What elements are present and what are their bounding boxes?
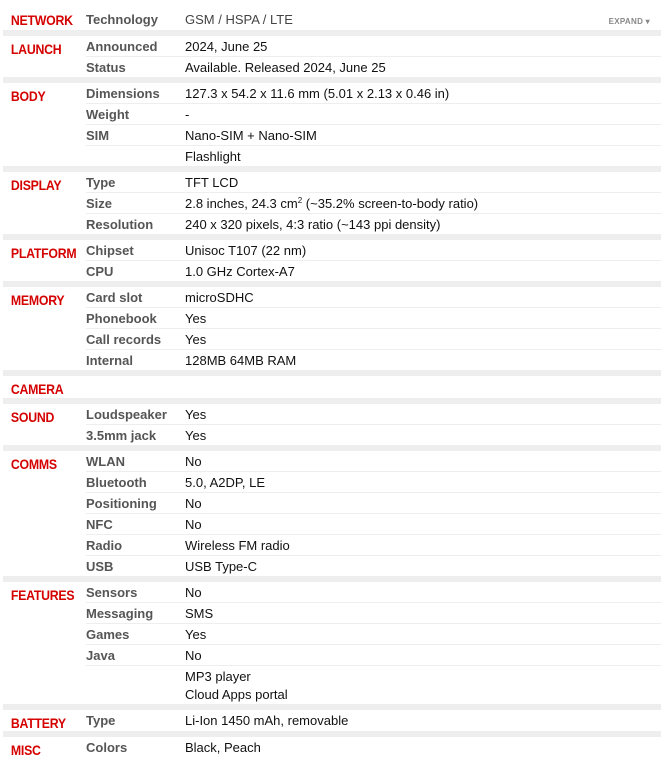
spec-row — [86, 404, 661, 424]
spec-value: USB Type-C — [185, 558, 258, 574]
section-rows — [86, 83, 661, 166]
spec-row — [86, 582, 661, 602]
spec-title[interactable]: Internal — [86, 352, 133, 368]
spec-row — [86, 36, 661, 56]
section-category: PLATFORM — [10, 245, 77, 261]
section-rows — [86, 404, 661, 445]
spec-row — [86, 513, 661, 534]
spec-title[interactable]: USB — [86, 558, 114, 574]
spec-value: Yes — [185, 406, 207, 422]
section-category: MISC — [10, 742, 41, 758]
spec-row — [86, 644, 661, 665]
spec-title[interactable]: Status — [86, 59, 126, 75]
section-rows — [86, 7, 661, 30]
spec-value: GSM / HSPA / LTE — [185, 11, 293, 27]
empty-row — [86, 376, 661, 398]
section-rows — [86, 287, 661, 370]
spec-value: No — [185, 584, 202, 600]
spec-title[interactable]: SIM — [86, 127, 110, 143]
spec-section-body — [3, 77, 661, 166]
spec-title[interactable]: CPU — [86, 263, 114, 279]
spec-row — [86, 172, 661, 192]
spec-title[interactable]: Phonebook — [86, 310, 157, 326]
spec-section-sound — [3, 398, 661, 445]
spec-row — [86, 328, 661, 349]
spec-row — [86, 555, 661, 576]
spec-value: Yes — [185, 310, 207, 326]
spec-value: TFT LCD — [185, 174, 239, 190]
spec-title[interactable]: NFC — [86, 516, 113, 532]
spec-title[interactable]: Type — [86, 174, 116, 190]
spec-row — [86, 192, 661, 213]
spec-value: No — [185, 453, 202, 469]
spec-value: Unisoc T107 (22 nm) — [185, 242, 307, 258]
spec-section-misc — [3, 731, 661, 758]
spec-row — [86, 602, 661, 623]
spec-row — [86, 213, 661, 234]
spec-title[interactable]: Games — [86, 626, 130, 642]
spec-value: 1.0 GHz Cortex-A7 — [185, 263, 295, 279]
spec-section-camera — [3, 370, 661, 398]
spec-value: Yes — [185, 331, 207, 347]
spec-title — [86, 147, 185, 166]
spec-row — [86, 124, 661, 145]
spec-value: 5.0, A2DP, LE — [185, 474, 265, 490]
section-category: BATTERY — [10, 715, 66, 731]
spec-title[interactable]: Java — [86, 647, 115, 663]
section-category: SOUND — [10, 409, 55, 425]
section-category: NETWORK — [10, 12, 73, 28]
spec-title[interactable]: Type — [86, 712, 116, 728]
spec-value: Nano-SIM + Nano-SIM — [185, 127, 317, 143]
spec-title[interactable]: Positioning — [86, 495, 157, 511]
spec-value: Flashlight — [185, 148, 241, 164]
section-rows — [86, 240, 661, 281]
spec-row — [86, 424, 661, 445]
spec-section-display — [3, 166, 661, 234]
spec-title[interactable]: Dimensions — [86, 85, 160, 101]
spec-section-platform — [3, 234, 661, 281]
spec-value: SMS — [185, 605, 214, 621]
spec-row — [86, 145, 661, 166]
spec-title[interactable]: Size — [86, 195, 113, 211]
section-rows — [86, 710, 661, 731]
spec-value: microSDHC — [185, 289, 254, 305]
spec-value: 128MB 64MB RAM — [185, 352, 297, 368]
spec-row — [86, 534, 661, 555]
spec-title — [86, 667, 185, 704]
section-category: MEMORY — [10, 292, 65, 308]
spec-row — [86, 665, 661, 704]
spec-value: Li-Ion 1450 mAh, removable — [185, 712, 349, 728]
spec-row — [86, 492, 661, 513]
spec-row — [86, 83, 661, 103]
spec-row — [86, 307, 661, 328]
spec-title[interactable]: Radio — [86, 537, 123, 553]
spec-row — [86, 451, 661, 471]
spec-title[interactable]: 3.5mm jack — [86, 427, 157, 443]
section-rows — [86, 737, 661, 758]
spec-row — [86, 471, 661, 492]
spec-value: Yes — [185, 626, 207, 642]
spec-row — [86, 287, 661, 307]
spec-title[interactable]: Card slot — [86, 289, 143, 305]
spec-title[interactable]: Call records — [86, 331, 162, 347]
spec-value: 240 x 320 pixels, 4:3 ratio (~143 ppi density) — [185, 216, 441, 232]
spec-title[interactable]: Messaging — [86, 605, 154, 621]
spec-section-network — [3, 7, 661, 30]
spec-title[interactable]: Sensors — [86, 584, 138, 600]
spec-row — [86, 623, 661, 644]
spec-value: 2.8 inches, 24.3 $cm^2$ (~35.2% screen-to-body ratio) — [185, 195, 479, 211]
section-rows — [86, 376, 661, 398]
spec-section-memory — [3, 281, 661, 370]
spec-value: 127.3 x 54.2 x 11.6 mm (5.01 x 2.13 x 0.46 in) — [185, 85, 450, 101]
spec-value: No — [185, 516, 202, 532]
spec-value: Wireless FM radio — [185, 537, 290, 553]
spec-title[interactable]: Loudspeaker — [86, 406, 167, 422]
spec-title[interactable]: Chipset — [86, 242, 134, 258]
spec-title[interactable]: Weight — [86, 106, 130, 122]
spec-row — [86, 240, 661, 260]
spec-value: Available. Released 2024, June 25 — [185, 59, 386, 75]
spec-value: Yes — [185, 427, 207, 443]
section-category: CAMERA — [10, 381, 64, 397]
spec-title[interactable]: Resolution — [86, 216, 154, 232]
spec-row — [86, 56, 661, 77]
section-category: LAUNCH — [10, 41, 62, 57]
spec-section-launch — [3, 30, 661, 77]
spec-row — [86, 103, 661, 124]
section-category: BODY — [10, 88, 46, 104]
spec-row — [86, 737, 661, 757]
spec-value: Black, Peach — [185, 739, 261, 755]
spec-title[interactable]: WLAN — [86, 453, 125, 469]
section-rows — [86, 172, 661, 234]
spec-value: No — [185, 495, 202, 511]
spec-value: No — [185, 647, 202, 663]
spec-value: - — [185, 106, 190, 122]
section-rows — [86, 451, 661, 576]
spec-title[interactable]: Announced — [86, 38, 158, 54]
spec-row — [86, 710, 661, 730]
section-rows — [86, 582, 661, 704]
section-category: COMMS — [10, 456, 57, 472]
section-category: FEATURES — [10, 587, 75, 603]
spec-section-battery — [3, 704, 661, 731]
specs-table — [3, 0, 661, 758]
spec-row — [86, 7, 661, 30]
section-rows — [86, 36, 661, 77]
expand-button[interactable]: EXPAND ▾ — [608, 17, 650, 26]
spec-title[interactable]: Colors — [86, 739, 128, 755]
spec-value: 2024, June 25 — [185, 38, 268, 54]
spec-section-features — [3, 576, 661, 704]
section-category: DISPLAY — [10, 177, 62, 193]
spec-section-comms — [3, 445, 661, 576]
spec-row — [86, 260, 661, 281]
spec-row — [86, 349, 661, 370]
spec-title[interactable]: Bluetooth — [86, 474, 147, 490]
spec-value: MP3 player Cloud Apps portal — [185, 668, 288, 702]
spec-title[interactable]: Technology — [86, 11, 158, 27]
